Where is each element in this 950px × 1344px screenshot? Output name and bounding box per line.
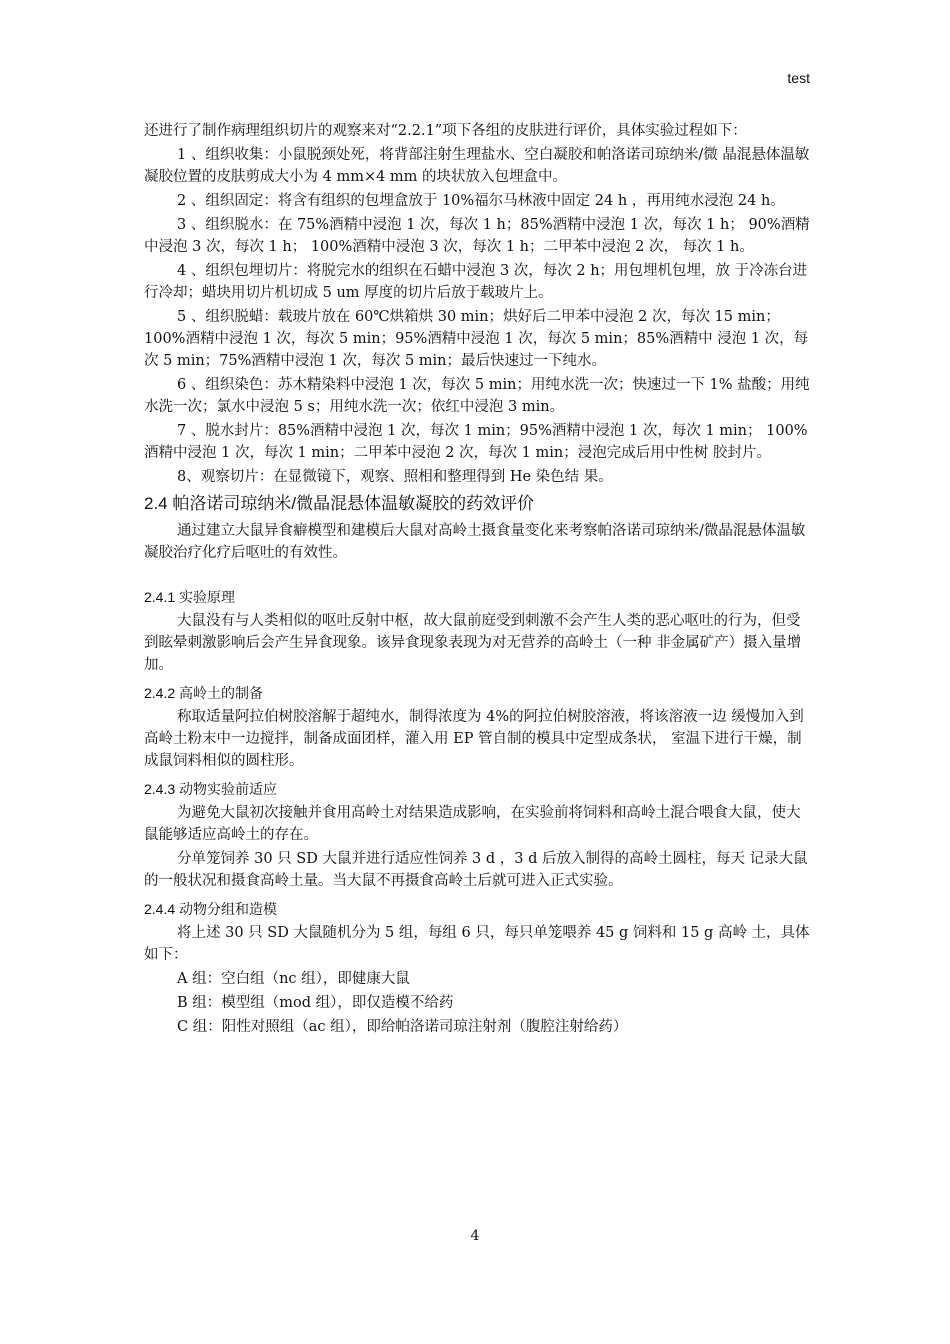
spacer	[144, 566, 810, 580]
section-title-2-4-2: 2.4.2 高岭土的制备	[144, 685, 264, 701]
document-body	[144, 120, 810, 1040]
section-2-4-paragraph: 通过建立大鼠异食癖模型和建模后大鼠对高岭土摄食量变化来考察帕洛诺司琼纳米/微晶混悬体温敏凝胶治疗化疗后呕吐的有效性。	[144, 523, 806, 561]
step-7: 7 、脱水封片：85%酒精中浸泡 1 次，每次 1 min；95%酒精中浸泡 1 次，每次 1 min； 100%酒精中浸泡 1 次，每次 1 min；二甲苯中浸泡 2 次，每次 1 min；浸泡完成后用中性树 胶封片。	[144, 423, 808, 461]
step-5: 5 、组织脱蜡：载玻片放在 60℃烘箱烘 30 min；烘好后二甲苯中浸泡 2 次，每次 15 min；100%酒精中浸泡 1 次，每次 5 min；95%酒精中浸泡 1 次，每次 5 min；85%酒精中 浸泡 1 次，每次 5 min；75%酒精中浸泡 1 次，每次 5 min；最后快速过一下纯水。	[144, 309, 809, 369]
group-b: B 组：模型组（mod 组），即仅造模不给药	[177, 995, 454, 1011]
section-2-4-2-paragraph: 称取适量阿拉伯树胶溶解于超纯水，制得浓度为 4%的阿拉伯树胶溶液，将该溶液一边 缓慢加入到高岭土粉末中一边搅拌，制备成面团样，灌入用 EP 管自制的模具中定型成条状， 室温下进行干燥，制成鼠饲料相似的圆柱形。	[144, 709, 804, 769]
group-a: A 组：空白组（nc 组），即健康大鼠	[177, 971, 410, 987]
step-6: 6 、组织染色：苏木精染料中浸泡 1 次，每次 5 min；用纯水洗一次；快速过一下 1% 盐酸；用纯水洗一次；氯水中浸泡 5 s；用纯水洗一次；依红中浸泡 3 min。	[144, 377, 810, 415]
step-3: 3 、组织脱水：在 75%酒精中浸泡 1 次，每次 1 h；85%酒精中浸泡 1 次，每次 1 h； 90%酒精中浸泡 3 次，每次 1 h； 100%酒精中浸泡 3 次，每次 1 h；二甲苯中浸泡 2 次， 每次 1 h。	[144, 217, 810, 255]
header-tag: test	[787, 70, 810, 86]
step-4: 4 、组织包埋切片：将脱完水的组织在石蜡中浸泡 3 次，每次 2 h；用包埋机包埋，放 于冷冻台进行冷却；蜡块用切片机切成 5 um 厚度的切片后放于载玻片上。	[144, 263, 808, 301]
section-2-4-3-paragraph-1: 为避免大鼠初次接触并食用高岭土对结果造成影响，在实验前将饲料和高岭土混合喂食大鼠，使大鼠能够适应高岭土的存在。	[144, 805, 801, 843]
group-c: C 组：阳性对照组（ac 组），即给帕洛诺司琼注射剂（腹腔注射给药）	[177, 1019, 628, 1035]
section-title-2-4-3: 2.4.3 动物实验前适应	[144, 781, 278, 797]
step-8: 8、观察切片：在显微镜下，观察、照相和整理得到 He 染色结 果。	[177, 469, 613, 485]
page-number: 4	[470, 1228, 480, 1244]
section-2-4-3-paragraph-2: 分单笼饲养 30 只 SD 大鼠并进行适应性饲养 3 d ，3 d 后放入制得的高岭土圆柱，每天 记录大鼠的一般状况和摄食高岭土量。当大鼠不再摄食高岭土后就可进入正式实验。	[144, 851, 808, 889]
intro-paragraph: 还进行了制作病理组织切片的观察来对“2.2.1”项下各组的皮肤进行评价，具体实验过程如下：	[144, 123, 747, 139]
section-title-2-4: 2.4 帕洛诺司琼纳米/微晶混悬体温敏凝胶的药效评价	[144, 494, 535, 513]
section-2-4-4-paragraph: 将上述 30 只 SD 大鼠随机分为 5 组，每组 6 只，每只单笼喂养 45 g 饲料和 15 g 高岭 土，具体如下：	[144, 925, 810, 963]
step-1: 1 、组织收集：小鼠脱颈处死，将背部注射生理盐水、空白凝胶和帕洛诺司琼纳米/微 晶混悬体温敏凝胶位置的皮肤剪成大小为 4 mm×4 mm 的块状放入包埋盒中。	[144, 147, 810, 185]
section-2-4-1-paragraph: 大鼠没有与人类相似的呕吐反射中枢，故大鼠前庭受到刺激不会产生人类的恶心呕吐的行为，但受到眩晕刺激影响后会产生异食现象。该异食现象表现为对无营养的高岭土（一种 非金属矿产）摄入量增加。	[144, 613, 802, 673]
section-title-2-4-1: 2.4.1 实验原理	[144, 589, 236, 605]
section-title-2-4-4: 2.4.4 动物分组和造模	[144, 901, 278, 917]
step-2: 2 、组织固定：将含有组织的包埋盒放于 10%福尔马林液中固定 24 h ，再用纯水浸泡 24 h。	[177, 193, 785, 209]
